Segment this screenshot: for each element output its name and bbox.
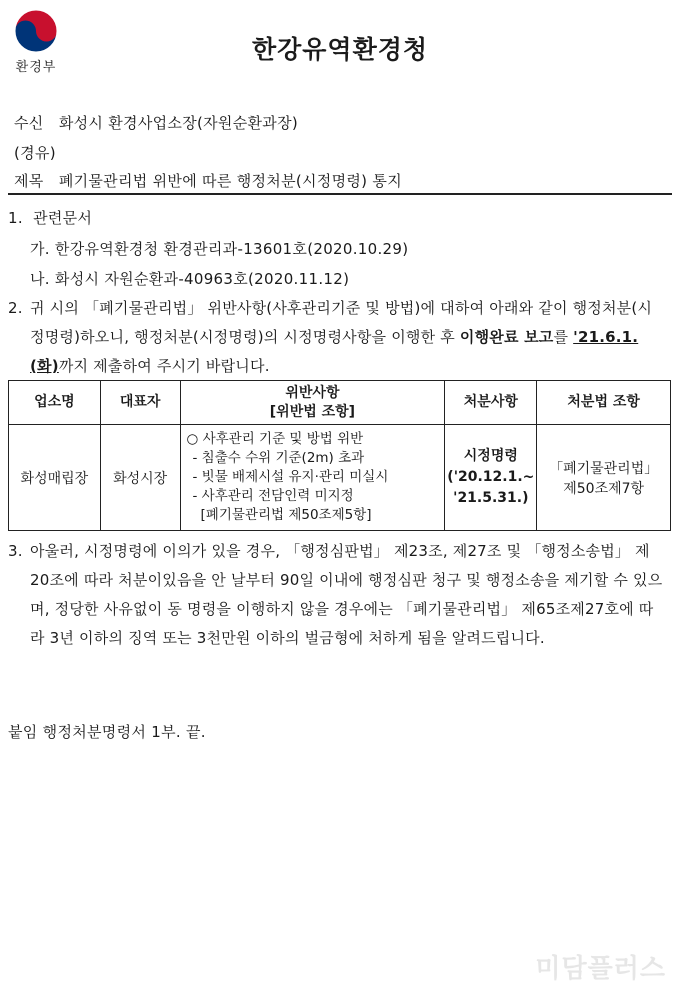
org-title: 한강유역환경청 bbox=[251, 35, 429, 64]
law-name: 「폐기물관리법」 bbox=[549, 460, 659, 477]
header-violation-law: [위반법 조항] bbox=[269, 403, 356, 420]
cell-disposition bbox=[445, 425, 537, 531]
via-line: (경유) bbox=[14, 144, 56, 162]
section1-heading bbox=[8, 207, 92, 228]
subject-label: 제목 bbox=[14, 172, 44, 190]
subject-value: 폐기물관리법 위반에 따른 행정처분(시정명령) 통지 bbox=[58, 172, 402, 190]
header-business: 업소명 bbox=[9, 381, 101, 425]
violation-item: - 사후관리 전담인력 미지정 bbox=[192, 488, 354, 504]
violation-table bbox=[8, 380, 671, 531]
header-divider bbox=[8, 193, 672, 195]
header-disposition: 처분사항 bbox=[445, 381, 537, 425]
cell-violations bbox=[180, 425, 445, 531]
recipient-value: 화성시 환경사업소장(자원순환과장) bbox=[58, 114, 299, 132]
table-row bbox=[9, 425, 671, 531]
header-representative: 대표자 bbox=[100, 381, 180, 425]
cell-law bbox=[537, 425, 671, 531]
section2-num: 2. bbox=[8, 299, 23, 317]
header-violation bbox=[180, 381, 445, 425]
header-law: 처분법 조항 bbox=[537, 381, 671, 425]
recipient-line bbox=[14, 112, 298, 133]
violation-item: ○ 사후관리 기준 및 방법 위반 bbox=[186, 431, 364, 447]
section3-num: 3. bbox=[8, 542, 23, 560]
violation-law-ref: [폐기물관리법 제50조제5항] bbox=[200, 507, 372, 523]
logo-text: 환경부 bbox=[15, 60, 57, 75]
disposition-period-start: ('20.12.1.~ bbox=[447, 469, 535, 485]
disposition-period-end: '21.5.31.) bbox=[453, 490, 529, 506]
recipient-label: 수신 bbox=[14, 114, 44, 132]
law-article: 제50조제7항 bbox=[563, 480, 645, 497]
cell-business: 화성매립장 bbox=[9, 425, 101, 531]
section3-text: 아울러, 시정명령에 이의가 있을 경우, 「행정심판법」 제23조, 제27조 및 「행정소송법」 제20조에 따라 처분이있음을 안 날부터 90일 이내에 행정심판 청구 및 행정소송을 제기할 수 있으며, 정당한 사유없이 동 명령을 이행하지 않을 경우에는 「폐기물관리법」 제65조제27호에 따라 3년 이하의 징역 또는 3천만원 이하의 벌금형에 처하게 됨을 알려드립니다. bbox=[30, 542, 663, 647]
section2-paragraph bbox=[8, 294, 666, 381]
section1-num: 1. bbox=[8, 209, 23, 227]
cell-representative: 화성시장 bbox=[100, 425, 180, 531]
table-header-row bbox=[9, 381, 671, 425]
report-requirement: 이행완료 보고 bbox=[459, 328, 554, 346]
watermark: 미담플러스 bbox=[535, 954, 666, 984]
header-violation-title: 위반사항 bbox=[285, 384, 340, 401]
disposition-type: 시정명령 bbox=[463, 448, 518, 464]
attachment-line: 붙임 행정처분명령서 1부. 끝. bbox=[8, 723, 206, 741]
violation-item: - 침출수 수위 기준(2m) 초과 bbox=[192, 450, 365, 466]
violation-item: - 빗물 배제시설 유지·관리 미실시 bbox=[192, 469, 389, 485]
section2-text-mid: 를 bbox=[553, 328, 574, 346]
section1-title: 관련문서 bbox=[33, 209, 93, 227]
subject-line bbox=[14, 170, 402, 191]
section2-text-before: 귀 시의 「폐기물관리법」 위반사항(사후관리기준 및 방법)에 대하여 아래와 같이 행정처분(시정명령)하오니, 행정처분(시정명령)의 시정명령사항을 이행한 후 bbox=[30, 299, 653, 346]
related-doc-item: 나. 화성시 자원순환과-40963호(2020.11.12) bbox=[30, 270, 350, 288]
section2-text-after: 까지 제출하여 주시기 바랍니다. bbox=[58, 357, 270, 375]
section3-paragraph bbox=[8, 537, 666, 653]
related-doc-item: 가. 한강유역환경청 환경관리과-13601호(2020.10.29) bbox=[30, 240, 409, 258]
deadline-date: '21.6.1.(화) bbox=[30, 328, 639, 375]
